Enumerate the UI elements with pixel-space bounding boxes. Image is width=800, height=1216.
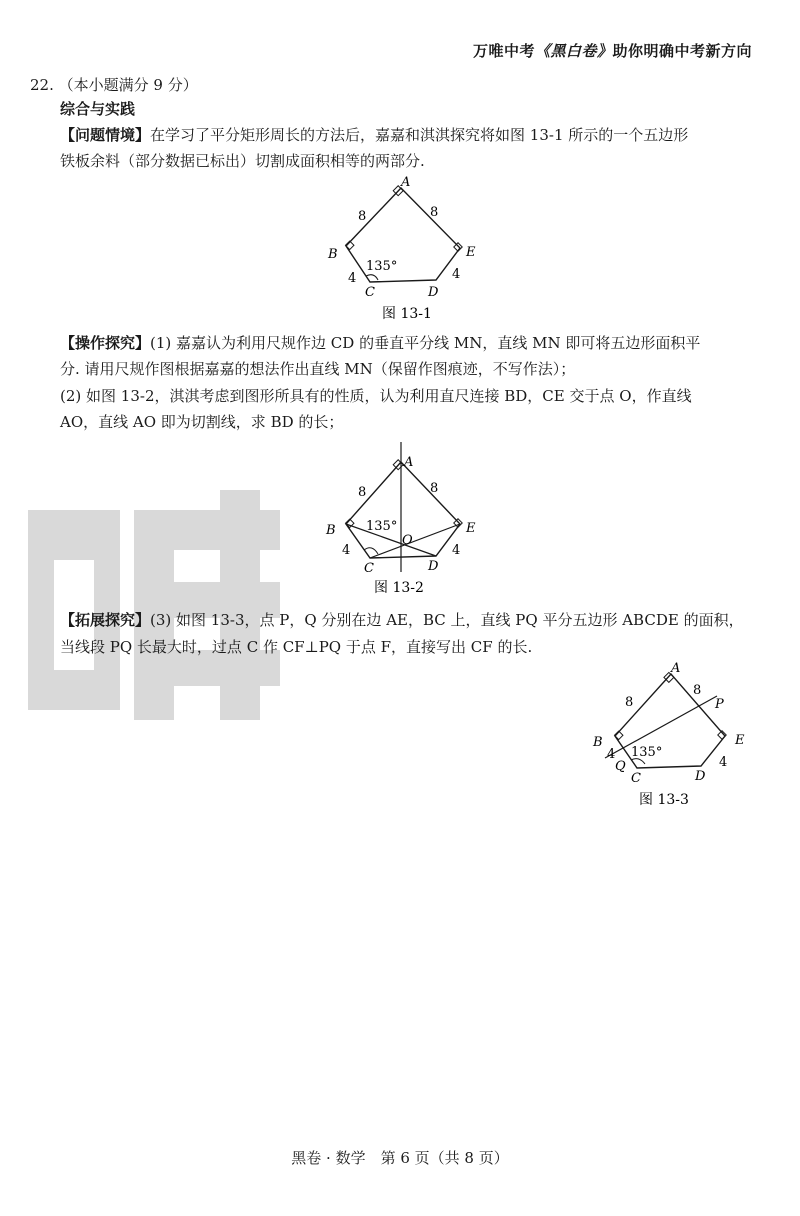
label-c: C bbox=[631, 771, 641, 786]
label-q: Q bbox=[615, 759, 626, 774]
label-c: C bbox=[365, 285, 375, 300]
score-note: （本小题满分 9 分） bbox=[58, 76, 198, 94]
figure-13-3 bbox=[585, 660, 765, 810]
label-d: D bbox=[695, 769, 706, 784]
label-angle: 135° bbox=[366, 259, 398, 274]
caption-13-1: 图 13-1 bbox=[382, 306, 432, 322]
label-ae: 8 bbox=[430, 205, 439, 220]
ext-text-1: (3) 如图 13-3，点 P，Q 分别在边 AE，BC 上，直线 PQ 平分五边形 ABCDE 的面积， bbox=[150, 611, 744, 629]
section-title: 综合与实践 bbox=[60, 100, 136, 118]
label-bc: 4 bbox=[607, 747, 616, 762]
label-ab: 8 bbox=[625, 695, 634, 710]
question-number: 22. bbox=[30, 76, 54, 94]
ext-tag: 【拓展探究】 bbox=[60, 611, 151, 629]
page-footer: 黑卷 · 数学 第 6 页（共 8 页） bbox=[291, 1149, 509, 1167]
op-tag: 【操作探究】 bbox=[60, 334, 151, 352]
label-bc: 4 bbox=[348, 271, 357, 286]
pentagon-outline bbox=[346, 188, 460, 282]
label-bc: 4 bbox=[342, 543, 351, 558]
ext-line-2: 当线段 PQ 长最大时，过点 C 作 CF⊥PQ 于点 F，直接写出 CF 的长. bbox=[60, 638, 533, 656]
label-ae: 8 bbox=[430, 481, 439, 496]
label-angle: 135° bbox=[366, 519, 398, 534]
label-e: E bbox=[466, 521, 476, 536]
label-a: A bbox=[671, 661, 681, 676]
label-a: A bbox=[404, 455, 414, 470]
figure-13-1 bbox=[310, 176, 490, 324]
label-b: B bbox=[328, 247, 338, 262]
situation-line-1 bbox=[60, 124, 752, 146]
caption-13-3: 图 13-3 bbox=[639, 792, 689, 808]
label-b: B bbox=[326, 523, 336, 538]
situation-tag: 【问题情境】 bbox=[60, 126, 151, 144]
op-line-2: 分. 请用尺规作图根据嘉嘉的想法作出直线 MN（保留作图痕迹，不写作法）； bbox=[60, 360, 576, 378]
header-suffix: 助你明确中考新方向 bbox=[612, 42, 752, 60]
question-number-line bbox=[30, 74, 752, 96]
label-b: B bbox=[593, 735, 603, 750]
label-o: O bbox=[402, 533, 413, 548]
label-ae: 8 bbox=[693, 683, 702, 698]
watermark-logo bbox=[24, 490, 284, 720]
caption-13-2: 图 13-2 bbox=[374, 580, 424, 596]
situation-line-2: 铁板余料（部分数据已标出）切割成面积相等的两部分. bbox=[60, 152, 425, 170]
label-de: 4 bbox=[719, 755, 728, 770]
ext-line-1 bbox=[60, 609, 752, 631]
label-a: A bbox=[401, 176, 411, 190]
op-line-1 bbox=[60, 332, 752, 354]
label-d: D bbox=[428, 285, 439, 300]
header-prefix: 万唯中考 bbox=[472, 42, 535, 60]
figure-13-2 bbox=[310, 440, 490, 596]
op-line-4: AO，直线 AO 即为切割线，求 BD 的长； bbox=[60, 413, 344, 431]
label-ab: 8 bbox=[358, 485, 367, 500]
label-p: P bbox=[715, 697, 724, 712]
situation-text-1: 在学习了平分矩形周长的方法后，嘉嘉和淇淇探究将如图 13-1 所示的一个五边形 bbox=[150, 126, 689, 144]
op-line-3: (2) 如图 13-2，淇淇考虑到图形所具有的性质，认为利用直尺连接 BD，CE 交于点 O，作直线 bbox=[60, 387, 692, 405]
label-angle: 135° bbox=[631, 745, 663, 760]
label-e: E bbox=[735, 733, 745, 748]
label-ab: 8 bbox=[358, 209, 367, 224]
label-c: C bbox=[364, 561, 374, 576]
label-e: E bbox=[466, 245, 476, 260]
page-header bbox=[473, 40, 752, 61]
op-text-1: (1) 嘉嘉认为利用尺规作边 CD 的垂直平分线 MN，直线 MN 即可将五边形面积平 bbox=[150, 334, 701, 352]
header-brand: 《黑白卷》 bbox=[534, 42, 613, 60]
label-de: 4 bbox=[452, 543, 461, 558]
label-de: 4 bbox=[452, 267, 461, 282]
label-d: D bbox=[428, 559, 439, 574]
